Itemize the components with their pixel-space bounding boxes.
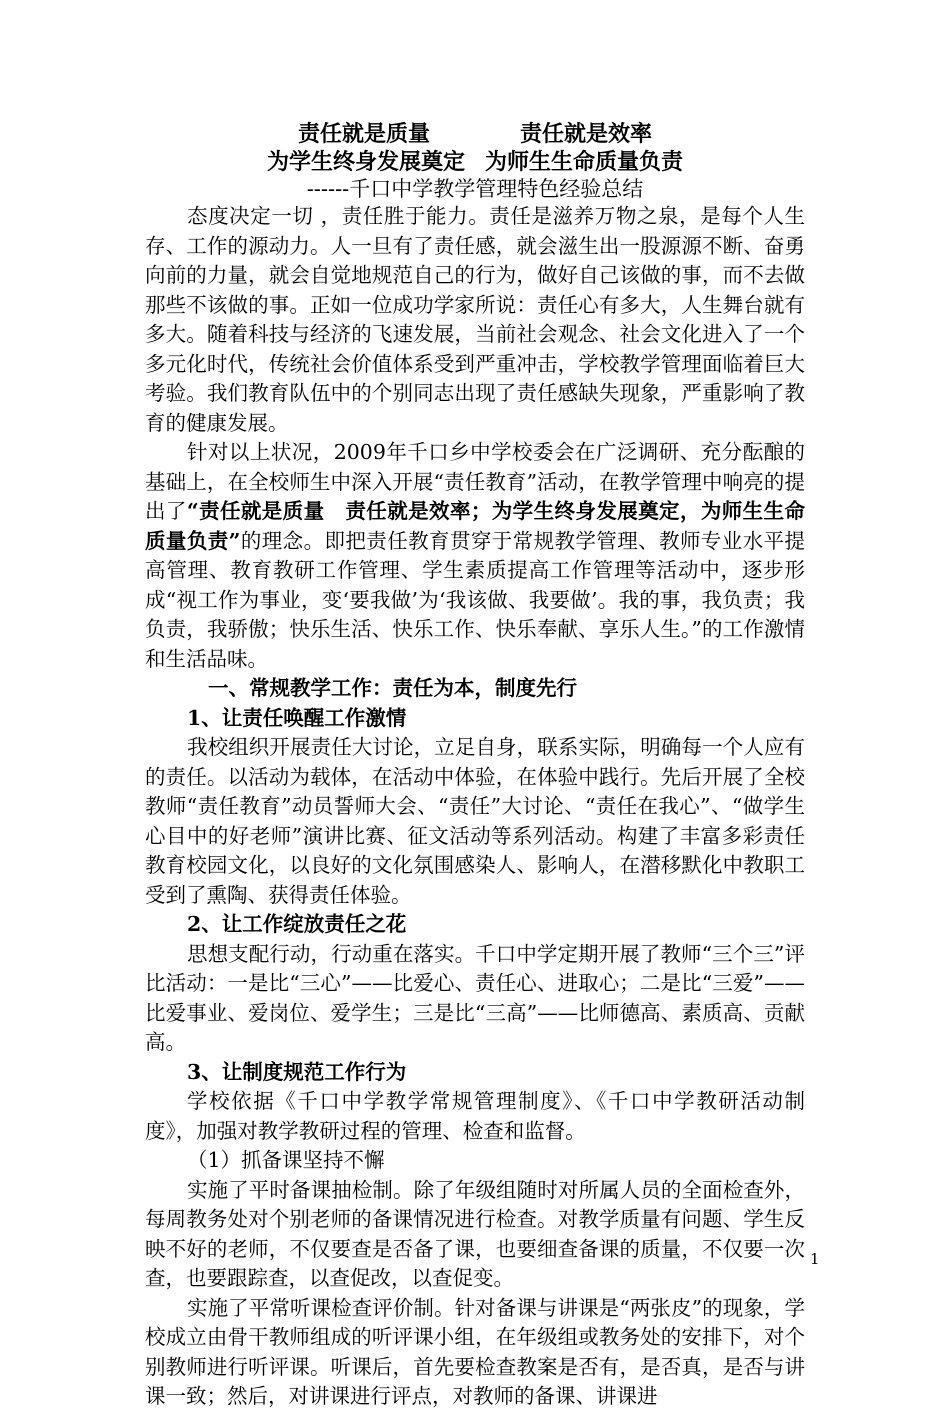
document-body	[145, 120, 805, 1412]
paragraph-three-threes: 思想支配行动，行动重在落实。千口中学定期开展了教师“三个三”评比活动：一是比“三心”——比爱心、责任心、进取心；二是比“三爱”——比爱事业、爱岗位、爱学生；三是比“三高”——比师德高、素质高、贡献高。	[145, 941, 805, 1054]
section-heading-1: 一、常规教学工作：责任为本，制度先行	[208, 676, 577, 700]
subtitle: ------千口中学教学管理特色经验总结	[306, 177, 644, 201]
paragraph-background-text-b: 的理念。即把责任教育贯穿于常规教学管理、教师专业水平提高管理、教育教研工作管理、学生素质提高工作管理等活动中，逐步形成“视工作为事业，变‘要我做’为‘我该做、我要做’。我的事，我负责；我负责，我骄傲；快乐生活、快乐工作、快乐奉献、享乐人生。”的工作激情和生活品味。	[145, 528, 805, 671]
page-number: 1	[810, 1250, 820, 1268]
title-line-1	[145, 120, 805, 148]
title-part-students: 为学生终身发展奠定	[266, 149, 465, 175]
paragraph-background-text-a: 针对以上状况，2009年千口乡中学校委会在广泛调研、充分酝酿的基础上，在全校师生中深入开展“责任教育”活动，在教学管理中响亮的提出了	[145, 440, 805, 523]
paragraph-background-slogan: “责任就是质量 责任就是效率；为学生终身发展奠定，为师生生命质量负责”	[145, 499, 806, 553]
subheading-2: 2、让工作绽放责任之花	[187, 912, 407, 936]
subheading-lesson-prep: （1）抓备课坚持不懈	[187, 1148, 385, 1172]
title-part-quality: 责任就是质量	[297, 121, 430, 147]
subheading-1: 1、让责任唤醒工作激情	[187, 705, 407, 730]
title-line-2	[145, 148, 805, 176]
subheading-3: 3、让制度规范工作行为	[187, 1059, 407, 1084]
paragraph-regulations: 学校依据《千口中学教学常规管理制度》、《千口中学教研活动制度》，加强对教学教研过程的管理、检查和监督。	[145, 1089, 805, 1143]
paragraph-background	[145, 438, 805, 674]
paragraph-lesson-evaluation: 实施了平常听课检查评价制。针对备课与讲课是“两张皮”的现象，学校成立由骨干教师组成的听评课小组，在年级组或教务处的安排下，对个别教师进行听评课。听课后，首先要检查教案是否有，是否真，是否与讲课一致；然后，对讲课进行评点，对教师的备课、讲课进	[145, 1295, 805, 1408]
title-part-teachers: 为师生生命质量负责	[485, 149, 684, 175]
title-part-efficiency: 责任就是效率	[520, 121, 653, 147]
paragraph-responsibility-activities: 我校组织开展责任大讨论，立足自身，联系实际，明确每一个人应有的责任。以活动为载体，在活动中体验，在体验中践行。先后开展了全校教师“责任教育”动员誓师大会、“责任”大讨论、“责任在我心”、“做学生心目中的好老师”演讲比赛、征文活动等系列活动。构建了丰富多彩责任教育校园文化，以良好的文化氛围感染人、影响人，在潜移默化中教职工受到了熏陶、获得责任体验。	[145, 735, 805, 907]
paragraph-intro: 态度决定一切 ，责任胜于能力。责任是滋养万物之泉，是每个人生存、工作的源动力。人一旦有了责任感，就会滋生出一股源源不断、奋勇向前的力量，就会自觉地规范自己的行为，做好自己该做的事，而不去做那些不该做的事。正如一位成功学家所说：责任心有多大，人生舞台就有多大。随着科技与经济的飞速发展，当前社会观念、社会文化进入了一个多元化时代，传统社会价值体系受到严重冲击，学校教学管理面临着巨大考验。我们教育队伍中的个别同志出现了责任感缺失现象，严重影响了教育的健康发展。	[145, 204, 805, 435]
paragraph-lesson-prep-checks: 实施了平时备课抽检制。除了年级组随时对所属人员的全面检查外，每周教务处对个别老师的备课情况进行检查。对教学质量有问题、学生反映不好的老师，不仅要查是否备了课，也要细查备课的质量，不仅要一次查，也要跟踪查，以查促改，以查促变。	[145, 1177, 805, 1290]
